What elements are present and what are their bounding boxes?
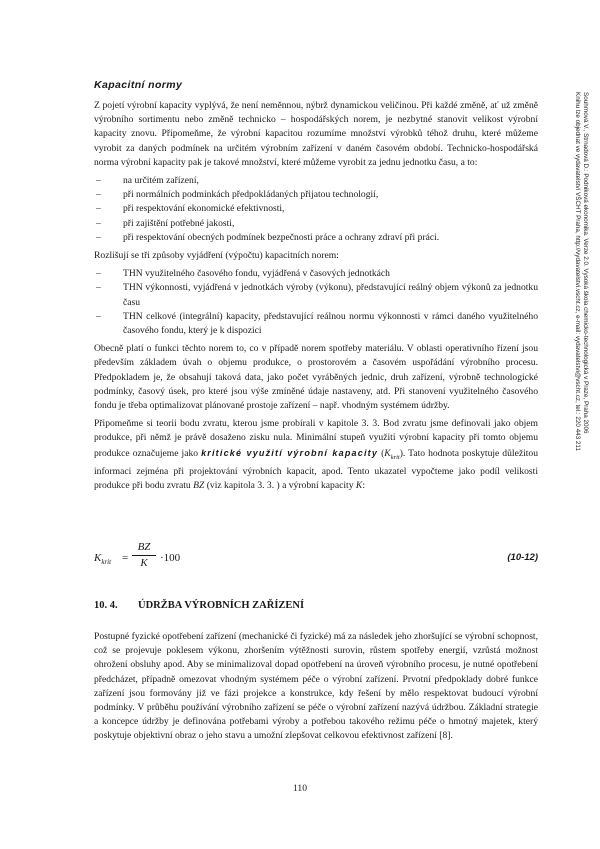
paragraph-norm-types-intro: Rozlišují se tři způsoby vyjádření (výpočtu) kapacitních norem: <box>94 250 339 262</box>
symbol-k: K <box>94 552 102 564</box>
list-item: – při zajištění potřebné jakosti, <box>94 217 538 231</box>
section-number: 10. 4. <box>94 600 118 611</box>
text-run: ( <box>378 447 385 459</box>
equals-sign: = <box>122 552 129 564</box>
list-norm-conditions <box>94 174 538 245</box>
text-run: Připomeňme si teorii bodu zvratu, kterou jsme probírali v kapitole 3. 3. Bod zvratu jsme definovali jako objem produkce, při němž je právě dosaženo zisku nula. Minimální stupeň využití výrobní kapacity při tomto objemu produkce označujeme jako <box>94 418 538 459</box>
emphasized-term: kritické využití výrobní kapacity <box>201 447 379 458</box>
symbol-subscript: krit <box>101 558 112 567</box>
text-run: : <box>362 479 365 491</box>
list-item: – při normálních podmínkách předpokládaných přijatou technologií, <box>94 188 538 202</box>
list-item: – THN výkonnosti, vyjádřená v jednotkách výroby (výkonu), představující reálný objem výkonů za jednotku času <box>94 281 538 309</box>
list-item: – THN celkové (integrální) kapacity, představující reálnou normu výkonnosti v rámci daného využitelného časového fondu, který je k dispozici <box>94 310 538 338</box>
list-item: – na určitém zařízení, <box>94 174 538 188</box>
paragraph-maintenance: Postupné fyzické opotřebení zařízení (mechanické či fyzické) má za následek jeho zhoršující se výrobní schopnost, což se projevuje poklesem výkonu, zhoršením výtěžnosti surovin, růstem spotřeby energií, vzrůstá možnost ohrožení obsluhy apod. Aby se minimalizoval dopad opotřebení na úroveň výrobního procesu, je nutné opotřebení předcházet, případně omezovat vhodným systémem péče o výrobní zařízení. Prvotní předpoklady dobré funkce zařízení jsou formovány již ve fázi projekce a konstrukce, kdy řešení by mělo respektovat budoucí výrobní podmínky. V průběhu používání výrobního zařízení se péče o výrobní zařízení nazývá údržbou. Základní strategie a koncepce údržby je definována potřebami výroby a potřebou takového režimu péče o hmotný majetek, který poskytuje objektivní obraz o jeho stavu a umožní zlepšovat celkovou efektivnost zařízení [8]. <box>94 631 538 742</box>
text-run: (viz kapitola 3. 3. ) a výrobní kapacity <box>204 479 356 491</box>
section-heading-capacity-norms: Kapacitní normy <box>94 79 183 91</box>
paragraph-capacity-definition: Z pojetí výrobní kapacity vyplývá, že není neměnnou, nýbrž dynamickou veličinou. Při každé změně, ať už změně výrobního sortimentu nebo změně technicko – hospodářských norem, je nezbytné stanovit velikost výrobní kapacity znovu. Připomeňme, že výrobní kapacitou rozumíme množství výrobků téhož druhu, které můžeme vyrobit za daných podmínek na určitém výrobním zařízení v daném časovém období. Technicko-hospodářská norma výrobní kapacity pak je takové množství, které můžeme vyrobit za jednu jednotku času, a to: <box>94 100 538 168</box>
fraction <box>132 540 156 571</box>
list-norm-types <box>94 267 538 338</box>
equation-critical-utilization <box>94 540 538 576</box>
symbol-subscript: krit <box>390 453 400 461</box>
order-info-line: Knihu lze objednat ve vydavatelství VŠCHT Praha, http://vydavatelstvi.vscht.cz, e-mail: vydavatelstvi@vscht.cz, tel.: 220 443 211 <box>574 92 581 451</box>
symbol-k: K <box>384 447 391 459</box>
fraction-denominator: K <box>140 557 148 569</box>
paragraph-norm-function: Obecně platí o funkci těchto norem to, co v případě norem spotřeby materiálu. V oblasti operativního řízení jsou především základem úvah o objemu produkce, o prostorovém a časovém uspořádání výrobního procesu. Předpokladem je, že obsahují taková data, jako počet vyráběných jednic, druh zařízení, výrobně technologické podmínky, časový úsek, pro které jsou výše zmíněné údaje nastaveny, atd. Při stanovení využitelného časového fondu je třeba optimalizovat plánované prostoje zařízení – např. vhodným systémem údržby. <box>94 343 538 412</box>
body-block-bottom <box>94 630 538 748</box>
list-item: – při respektování obecných podmínek bezpečnosti práce a ochrany zdraví při práci. <box>94 231 538 245</box>
citation-line: Souhrnová V., Strnadová D.: Podniková ekonomika. Verze 2.0. Vysoká škola chemicko-technologická v Praze, Praha 2006 <box>582 92 589 434</box>
list-item: – THN využitelného časového fondu, vyjádřená v časových jednotkách <box>94 267 538 281</box>
equation-number: (10-12) <box>507 552 538 563</box>
list-item: – při respektování ekonomické efektivnosti, <box>94 202 538 216</box>
page-number: 110 <box>292 783 308 794</box>
paragraph-break-even <box>94 417 538 493</box>
sidebar-citation <box>573 92 589 632</box>
fraction-numerator: BZ <box>132 540 156 556</box>
body-block-top <box>94 99 538 497</box>
symbol-bz: BZ <box>193 479 205 491</box>
symbol-k: K <box>355 479 363 491</box>
section-heading-maintenance <box>94 600 304 611</box>
section-title: ÚDRŽBA VÝROBNÍCH ZAŘÍZENÍ <box>138 600 305 611</box>
sidebar-rotated-text <box>573 92 589 632</box>
equation-lhs <box>94 552 111 566</box>
text-run: ). Tato hodnota poskytuje důležitou informaci zejména při projektování výrobních kapacit, apod. Tento ukazatel vypočteme jako podíl velikosti produkce při bodu zvratu <box>94 447 539 491</box>
multiplier: ·100 <box>160 552 181 564</box>
